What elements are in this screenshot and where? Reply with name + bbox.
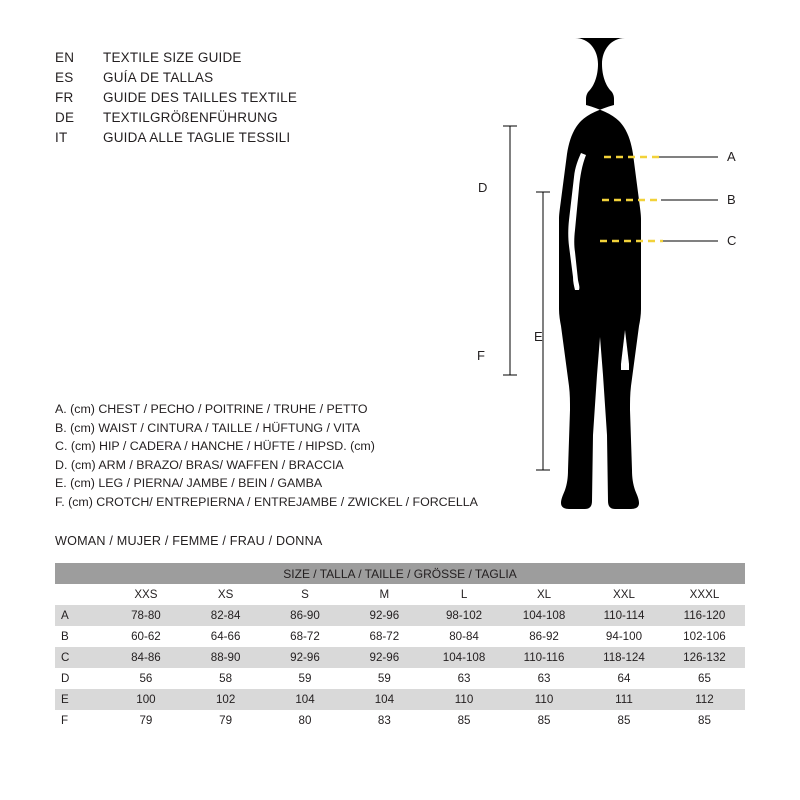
legend-row-c: C. (cm) HIP / CADERA / HANCHE / HÜFTE / HIPSD. (cm) (55, 439, 375, 454)
title-text-fr: GUIDE DES TAILLES TEXTILE (103, 90, 298, 105)
row-label-b: B (55, 626, 106, 647)
table-row (55, 689, 745, 710)
cell-a-m: 92-96 (345, 605, 424, 626)
cell-e-l: 110 (424, 689, 504, 710)
row-label-e: E (55, 689, 106, 710)
cell-b-m: 68-72 (345, 626, 424, 647)
cell-e-xl: 110 (504, 689, 584, 710)
cell-e-xxxl: 112 (664, 689, 745, 710)
cell-b-xxs: 60-62 (106, 626, 186, 647)
cell-c-l: 104-108 (424, 647, 504, 668)
cell-b-xl: 86-92 (504, 626, 584, 647)
legend-row-e: E. (cm) LEG / PIERNA/ JAMBE / BEIN / GAMBA (55, 476, 323, 491)
cell-b-l: 80-84 (424, 626, 504, 647)
row-label-c: C (55, 647, 106, 668)
cell-f-xs: 79 (186, 710, 265, 731)
title-row (55, 50, 475, 70)
cell-e-xxs: 100 (106, 689, 186, 710)
label-e: E (534, 329, 543, 344)
cell-e-s: 104 (265, 689, 344, 710)
header-s: S (265, 584, 344, 605)
row-label-d: D (55, 668, 106, 689)
row-label-f: F (55, 710, 106, 731)
cell-d-xs: 58 (186, 668, 265, 689)
row-label-a: A (55, 605, 106, 626)
cell-d-m: 59 (345, 668, 424, 689)
leader-lines (659, 157, 718, 241)
table-header-row (55, 584, 745, 605)
label-f: F (477, 348, 485, 363)
title-row (55, 110, 475, 130)
title-lang-it: IT (55, 130, 68, 145)
table-row (55, 668, 745, 689)
legend-row-b: B. (cm) WAIST / CINTURA / TAILLE / HÜFTUNG / VITA (55, 420, 360, 435)
title-text-de: TEXTILGRÖßENFÜHRUNG (103, 110, 278, 125)
cell-d-xxl: 64 (584, 668, 664, 689)
cell-b-xxl: 94-100 (584, 626, 664, 647)
cell-c-m: 92-96 (345, 647, 424, 668)
cell-a-s: 86-90 (265, 605, 344, 626)
title-lang-es: ES (55, 70, 74, 85)
legend-row-f: F. (cm) CROTCH/ ENTREPIERNA / ENTREJAMBE / ZWICKEL / FORCELLA (55, 494, 478, 509)
table-caption-row (55, 563, 745, 584)
cell-d-s: 59 (265, 668, 344, 689)
cell-a-xxl: 110-114 (584, 605, 664, 626)
bracket-d (503, 126, 517, 375)
header-xs: XS (186, 584, 265, 605)
cell-d-xxxl: 65 (664, 668, 745, 689)
table-row (55, 647, 745, 668)
legend-row-a: A. (cm) CHEST / PECHO / POITRINE / TRUHE / PETTO (55, 402, 368, 416)
cell-c-xxxl: 126-132 (664, 647, 745, 668)
cell-f-l: 85 (424, 710, 504, 731)
cell-c-xxl: 118-124 (584, 647, 664, 668)
cell-b-xs: 64-66 (186, 626, 265, 647)
cell-f-xxxl: 85 (664, 710, 745, 731)
cell-b-xxxl: 102-106 (664, 626, 745, 647)
table-row (55, 710, 745, 731)
header-corner (55, 584, 106, 605)
title-text-it: GUIDA ALLE TAGLIE TESSILI (103, 130, 291, 145)
title-block (55, 50, 475, 150)
cell-e-xs: 102 (186, 689, 265, 710)
cell-d-xxs: 56 (106, 668, 186, 689)
label-d: D (478, 180, 488, 195)
cell-e-m: 104 (345, 689, 424, 710)
cell-a-xs: 82-84 (186, 605, 265, 626)
title-lang-en: EN (55, 50, 75, 65)
cell-e-xxl: 111 (584, 689, 664, 710)
title-text-en: TEXTILE SIZE GUIDE (103, 50, 242, 65)
table-caption: SIZE / TALLA / TAILLE / GRÖSSE / TAGLIA (55, 563, 745, 584)
table-row (55, 605, 745, 626)
label-c: C (727, 233, 737, 248)
cell-f-xxs: 79 (106, 710, 186, 731)
cell-d-xl: 63 (504, 668, 584, 689)
header-xl: XL (504, 584, 584, 605)
label-a: A (727, 149, 736, 164)
cell-a-xl: 104-108 (504, 605, 584, 626)
label-b: B (727, 192, 736, 207)
header-xxxl: XXXL (664, 584, 745, 605)
header-l: L (424, 584, 504, 605)
cell-c-s: 92-96 (265, 647, 344, 668)
header-xxl: XXL (584, 584, 664, 605)
title-lang-de: DE (55, 110, 75, 125)
legend-row-d: D. (cm) ARM / BRAZO/ BRAS/ WAFFEN / BRACCIA (55, 457, 344, 472)
header-xxs: XXS (106, 584, 186, 605)
cell-b-s: 68-72 (265, 626, 344, 647)
title-text-es: GUÍA DE TALLAS (103, 70, 214, 85)
header-m: M (345, 584, 424, 605)
cell-a-l: 98-102 (424, 605, 504, 626)
cell-d-l: 63 (424, 668, 504, 689)
gender-label: WOMAN / MUJER / FEMME / FRAU / DONNA (55, 534, 323, 548)
legend-block (55, 400, 525, 512)
cell-f-m: 83 (345, 710, 424, 731)
title-row (55, 90, 475, 110)
title-row (55, 130, 475, 150)
cell-f-xxl: 85 (584, 710, 664, 731)
title-lang-fr: FR (55, 90, 74, 105)
cell-a-xxxl: 116-120 (664, 605, 745, 626)
cell-f-xl: 85 (504, 710, 584, 731)
cell-f-s: 80 (265, 710, 344, 731)
title-row (55, 70, 475, 90)
cell-a-xxs: 78-80 (106, 605, 186, 626)
female-silhouette (559, 38, 682, 509)
cell-c-xxs: 84-86 (106, 647, 186, 668)
cell-c-xs: 88-90 (186, 647, 265, 668)
cell-c-xl: 110-116 (504, 647, 584, 668)
size-table (55, 563, 745, 731)
table-row (55, 626, 745, 647)
